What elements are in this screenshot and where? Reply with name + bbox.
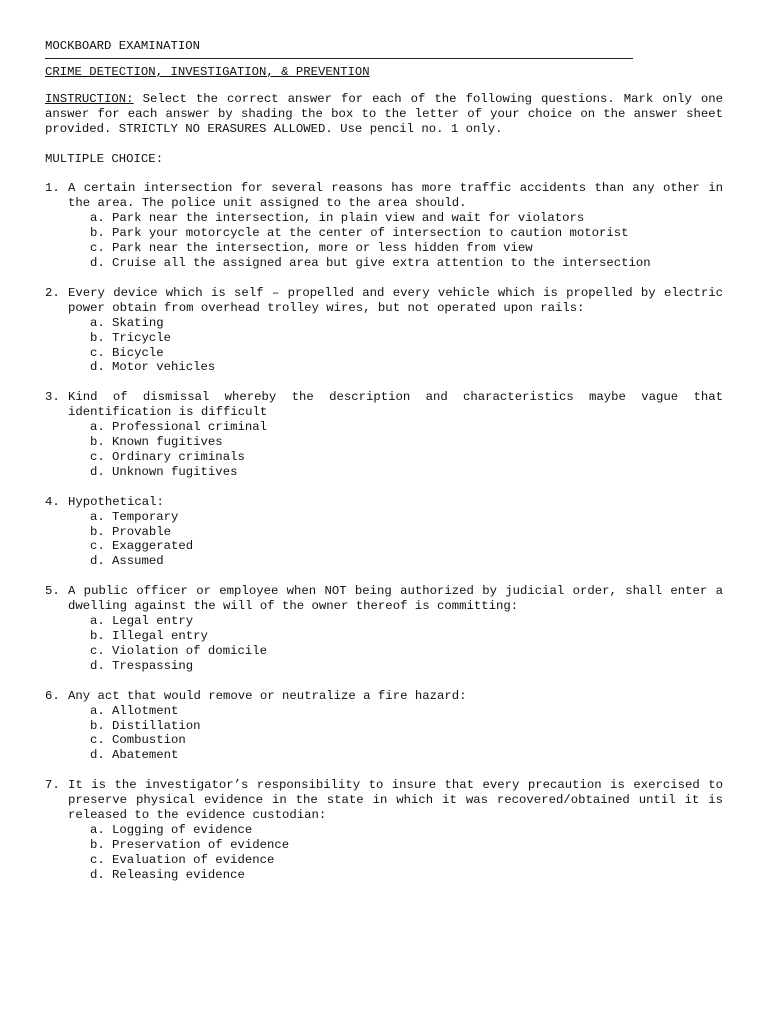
choice-text: Abatement [112,748,179,763]
choice-text: Skating [112,315,164,330]
choice-list [68,704,723,764]
choice-text: Combustion [112,733,186,748]
choice-item [90,539,723,554]
choice-letter: a. [90,509,105,524]
choice-list [68,510,723,570]
choice-letter: d. [90,748,105,763]
question-text: A public officer or employee when NOT being authorized by judicial order, shall enter a dwelling against the will of the owner thereof is committing: [68,584,723,614]
question-number: 4. [45,494,60,509]
exam-page [45,39,723,898]
question-text: It is the investigator’s responsibility to insure that every precaution is exercised to preserve physical evidence in the state in which it was recovered/obtained until it is released to the evidence custodian: [68,778,723,823]
choice-item [90,644,723,659]
choice-list [68,614,723,674]
choice-letter: d. [90,658,105,673]
choice-text: Ordinary criminals [112,449,245,464]
choice-letter: d. [90,360,105,375]
choice-list [68,823,723,883]
choice-letter: c. [90,852,105,867]
instruction-text: Select the correct answer for each of the following questions. Mark only one answer for each answer by shading the box to the letter of your choice on the answer sheet provided. STRICTLY NO ERASURES ALLOWED. Use pencil no. 1 only. [45,91,723,136]
choice-letter: b. [90,629,105,643]
subject-title: CRIME DETECTION, INVESTIGATION, & PREVENTION [45,64,370,79]
question-list [45,181,723,882]
choice-item [90,525,723,540]
choice-item [90,733,723,748]
choice-item [90,614,723,629]
question-text: Every device which is self – propelled and every vehicle which is propelled by electric power obtain from overhead trolley wires, but not operated upon rails: [68,285,723,315]
choice-text: Motor vehicles [112,360,216,375]
choice-item [90,360,723,375]
choice-text: Park your motorcycle at the center of intersection to caution motorist [112,226,629,241]
choice-item [90,316,723,331]
choice-text: Professional criminal [112,420,267,435]
choice-text: Exaggerated [112,539,194,554]
choice-letter: a. [90,211,105,226]
choice-letter: b. [90,226,105,241]
section-heading: MULTIPLE CHOICE: [45,151,164,166]
choice-text: Violation of domicile [112,643,267,658]
choice-item [90,853,723,868]
choice-letter: b. [90,718,105,733]
question-number: 1. [45,181,60,196]
choice-item [90,823,723,838]
choice-letter: b. [90,330,105,345]
question-number: 7. [45,778,60,793]
choice-text: Preservation of evidence [112,837,290,852]
question-text: Any act that would remove or neutralize a fire hazard: [68,688,467,703]
choice-item [90,659,723,674]
choice-item [90,838,723,853]
choice-text: Logging of evidence [112,822,253,837]
choice-text: Park near the intersection, in plain view and wait for violators [112,211,585,226]
choice-text: Park near the intersection, more or less hidden from view [112,241,533,256]
choice-text: Bicycle [112,345,164,360]
question-item [45,286,723,375]
choice-item [90,420,723,435]
choice-text: Releasing evidence [112,867,245,882]
question-item [45,689,723,764]
choice-letter: d. [90,464,105,479]
choice-item [90,510,723,525]
question-number: 5. [45,584,60,599]
choice-item [90,331,723,346]
choice-text: Temporary [112,509,179,524]
choice-item [90,868,723,883]
choice-letter: a. [90,614,105,629]
choice-letter: b. [90,837,105,852]
choice-item [90,704,723,719]
choice-letter: b. [90,435,105,450]
choice-text: Assumed [112,554,164,569]
choice-text: Allotment [112,703,179,718]
question-item [45,778,723,882]
choice-item [90,629,723,644]
choice-text: Tricycle [112,330,172,345]
choice-list [68,420,723,480]
question-text: A certain intersection for several reasons has more traffic accidents than any other in the area. The police unit assigned to the area should. [68,181,723,211]
choice-text: Cruise all the assigned area but give extra attention to the intersection [112,255,651,270]
header-divider [45,58,633,59]
choice-text: Illegal entry [112,629,208,643]
choice-letter: c. [90,241,105,256]
choice-text: Trespassing [112,658,194,673]
choice-item [90,748,723,763]
choice-item [90,256,723,271]
choice-letter: c. [90,643,105,658]
choice-item [90,241,723,256]
choice-item [90,465,723,480]
choice-text: Evaluation of evidence [112,852,275,867]
choice-text: Legal entry [112,614,194,629]
choice-letter: d. [90,554,105,569]
choice-letter: a. [90,420,105,435]
question-item [45,390,723,479]
choice-item [90,450,723,465]
question-text: Kind of dismissal whereby the description and characteristics maybe vague that identification is difficult [68,390,723,420]
choice-letter: c. [90,449,105,464]
choice-letter: d. [90,867,105,882]
choice-item [90,435,723,450]
choice-letter: d. [90,255,105,270]
choice-item [90,211,723,226]
question-item [45,495,723,570]
choice-item [90,346,723,361]
choice-item [90,719,723,734]
instruction-label: INSTRUCTION: [45,91,134,106]
choice-letter: c. [90,345,105,360]
exam-title: MOCKBOARD EXAMINATION [45,39,200,53]
choice-letter: a. [90,822,105,837]
choice-letter: b. [90,524,105,539]
choice-letter: a. [90,703,105,718]
choice-list [68,211,723,271]
question-number: 3. [45,390,60,405]
choice-letter: c. [90,733,105,748]
choice-letter: a. [90,315,105,330]
choice-list [68,316,723,376]
choice-item [90,554,723,569]
question-text: Hypothetical: [68,494,164,509]
choice-letter: c. [90,539,105,554]
choice-text: Known fugitives [112,435,223,450]
question-item [45,584,723,673]
choice-text: Distillation [112,718,201,733]
choice-item [90,226,723,241]
question-item [45,181,723,270]
choice-text: Unknown fugitives [112,464,238,479]
question-number: 2. [45,285,60,300]
question-number: 6. [45,688,60,703]
choice-text: Provable [112,524,172,539]
instruction-paragraph [45,92,723,137]
